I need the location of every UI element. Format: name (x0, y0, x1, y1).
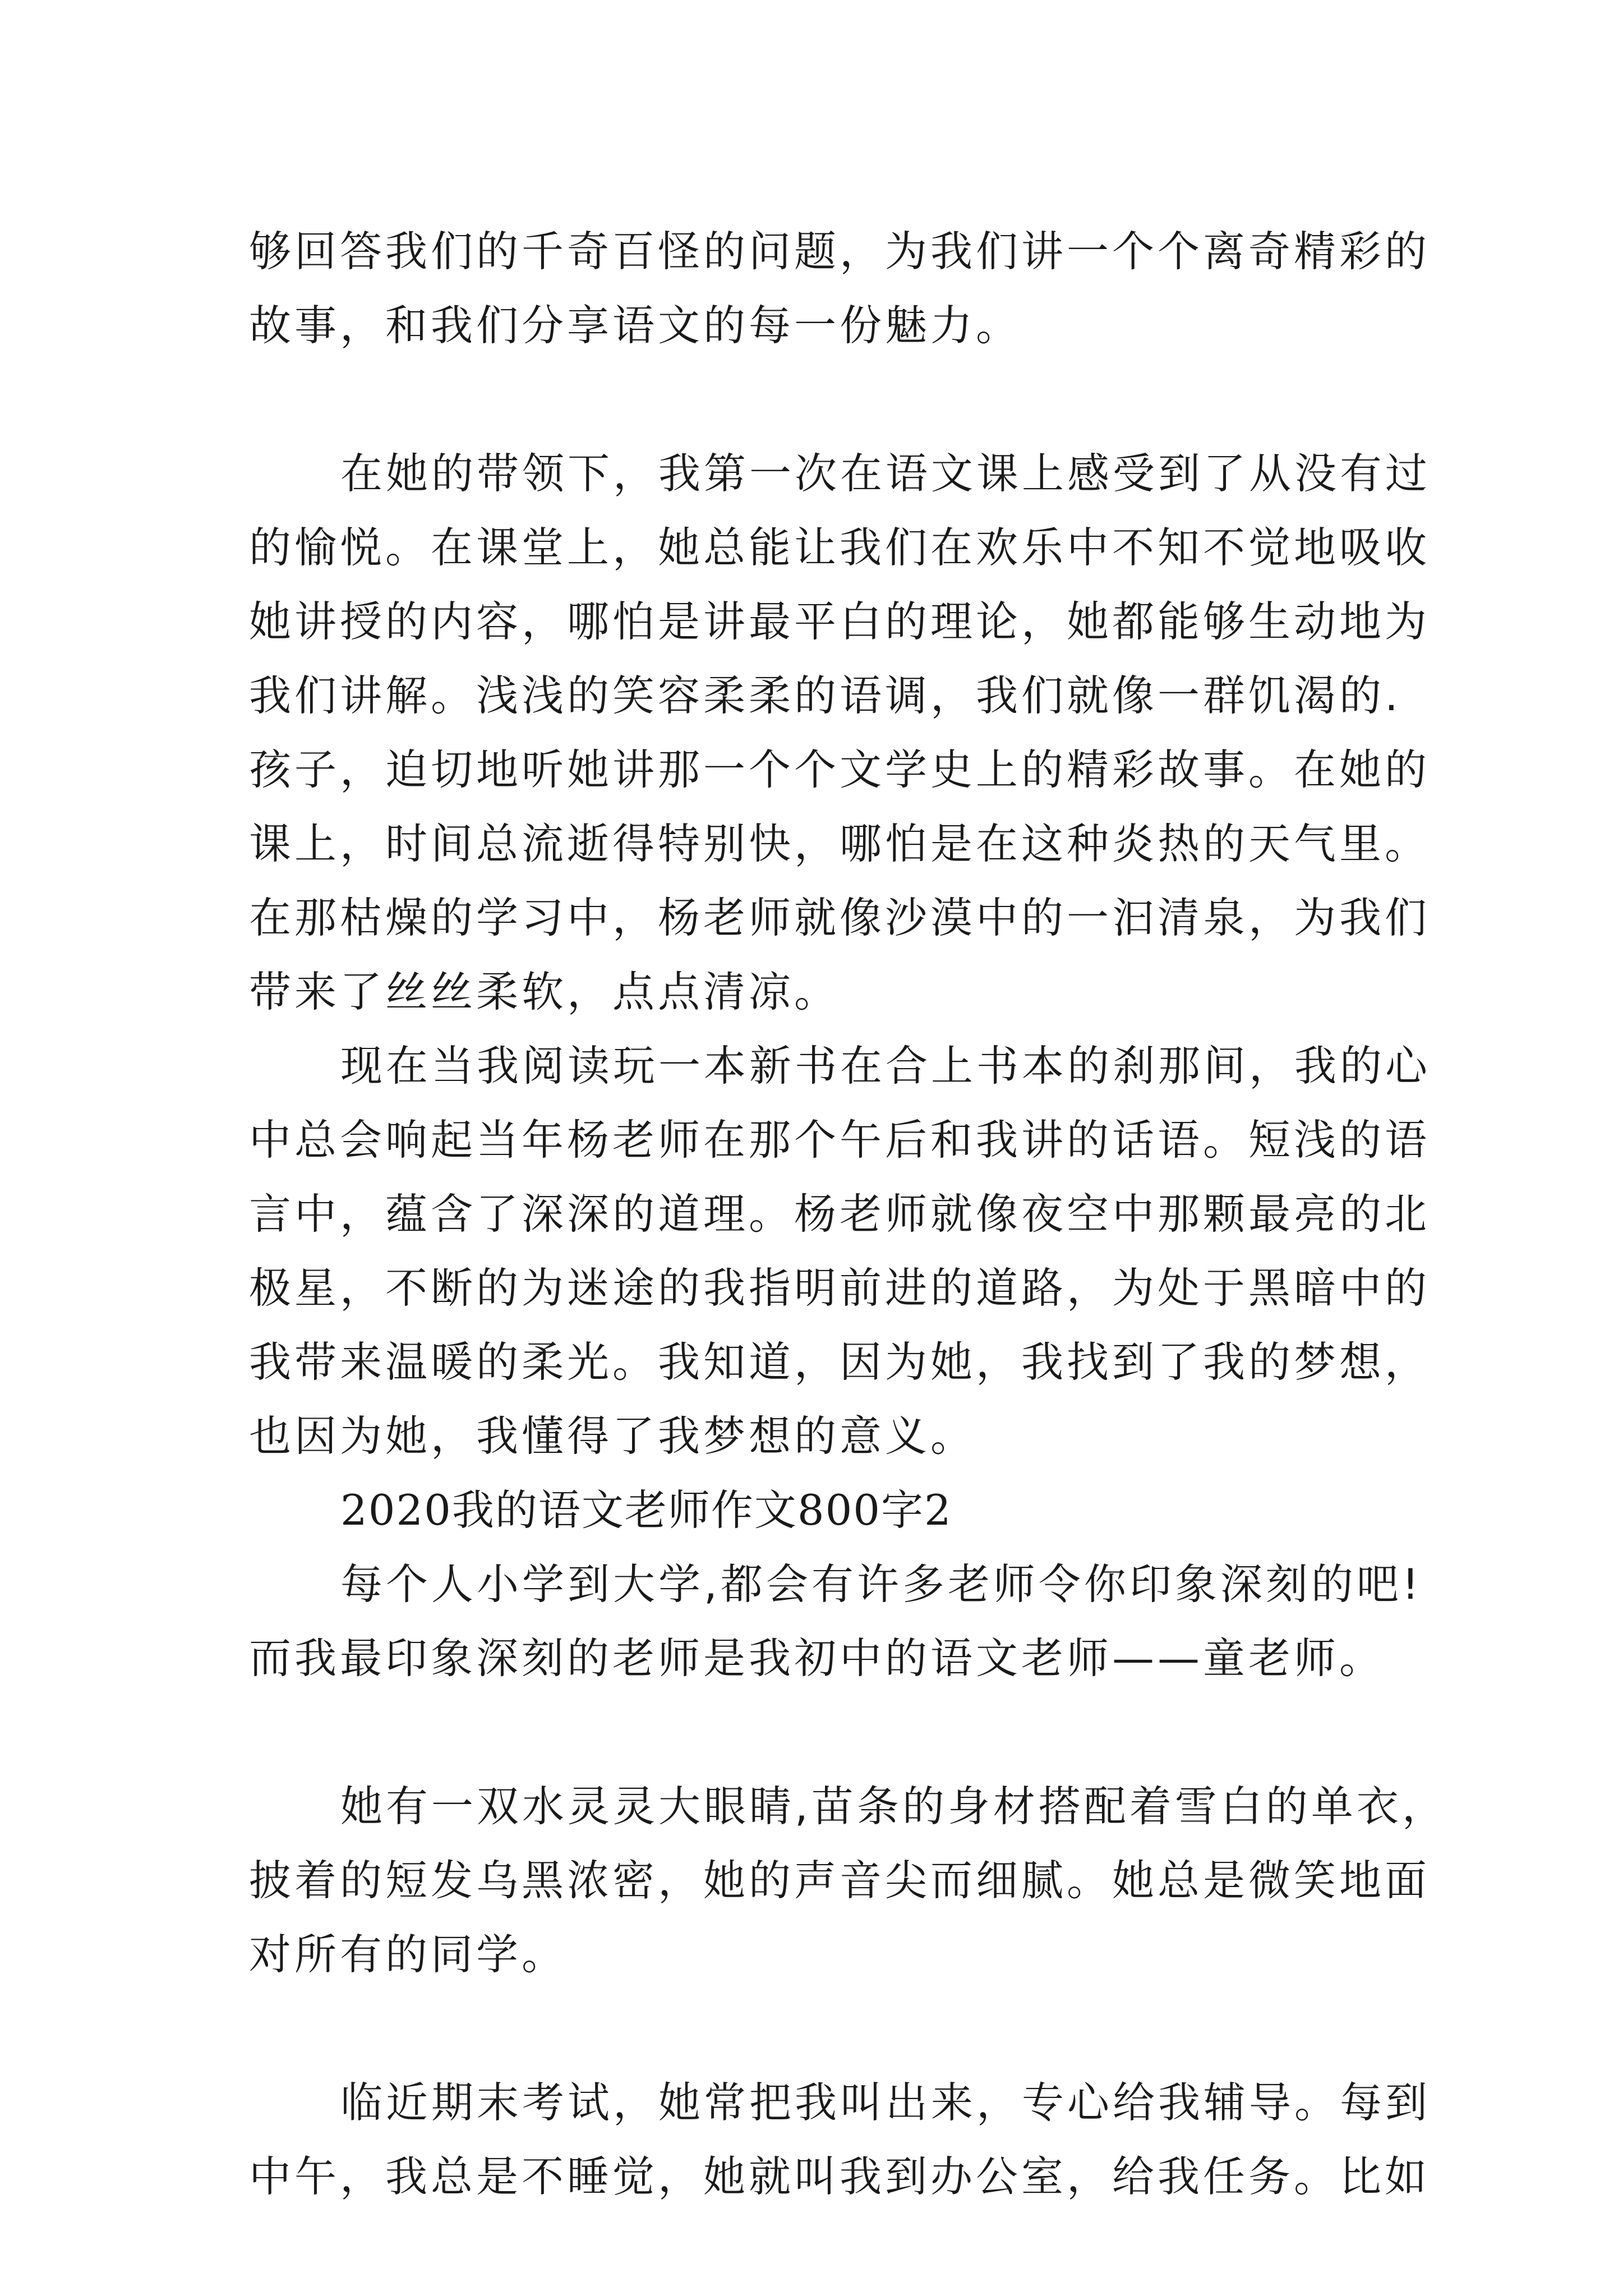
text-line: 她讲授的内容，哪怕是讲最平白的理论，她都能够生动地为 (249, 597, 1431, 646)
text-line: 够回答我们的千奇百怪的问题，为我们讲一个个离奇精彩的 (249, 227, 1431, 276)
section-heading: 2020我的语文老师作文800字2 (340, 1485, 952, 1535)
text-line: 中午，我总是不睡觉，她就叫我到办公室，给我任务。比如 (249, 2152, 1431, 2201)
paragraph-gap (249, 1991, 1393, 2065)
text-line: 在那枯燥的学习中，杨老师就像沙漠中的一汩清泉，为我们 (249, 893, 1431, 942)
paragraph-first-line: 她有一双水灵灵大眼睛,苗条的身材搭配着雪白的单衣， (340, 1782, 1447, 1831)
paragraph-first-line: 现在当我阅读玩一本新书在合上书本的刹那间，我的心 (340, 1041, 1431, 1091)
paragraph-first-line: 在她的带领下，我第一次在语文课上感受到了从没有过 (340, 449, 1431, 498)
paragraph-gap (249, 362, 1393, 436)
text-line: 而我最印象深刻的老师是我初中的语文老师——童老师。 (249, 1634, 1385, 1683)
text-line: 孩子，迫切地听她讲那一个个文学史上的精彩故事。在她的 (249, 745, 1431, 794)
essay-body (249, 214, 1447, 2214)
text-line: 的愉悦。在课堂上，她总能让我们在欢乐中不知不觉地吸收 (249, 523, 1431, 572)
text-line: 对所有的同学。 (249, 1930, 568, 1979)
text-line: 我们讲解。浅浅的笑容柔柔的语调，我们就像一群饥渴的. (249, 671, 1401, 720)
text-line: 披着的短发乌黑浓密，她的声音尖而细腻。她总是微笑地面 (249, 1856, 1431, 1905)
text-line: 带来了丝丝柔软，点点清凉。 (249, 967, 840, 1016)
text-line: 中总会响起当年杨老师在那个午后和我讲的话语。短浅的语 (249, 1115, 1431, 1165)
text-line: 也因为她，我懂得了我梦想的意义。 (249, 1411, 976, 1461)
text-line: 我带来温暖的柔光。我知道，因为她，我找到了我的梦想， (249, 1337, 1431, 1387)
paragraph-first-line: 临近期末考试，她常把我叫出来，专心给我辅导。每到 (340, 2078, 1431, 2127)
text-line: 故事，和我们分享语文的每一份魅力。 (249, 301, 1022, 350)
text-line: 极星，不断的为迷途的我指明前进的道路，为处于黑暗中的 (249, 1263, 1431, 1313)
text-line: 言中，蕴含了深深的道理。杨老师就像夜空中那颗最亮的北 (249, 1189, 1431, 1239)
paragraph-gap (249, 1695, 1393, 1769)
text-line: 课上，时间总流逝得特别快，哪怕是在这种炎热的天气里。 (249, 819, 1431, 868)
paragraph-first-line: 每个人小学到大学,都会有许多老师令你印象深刻的吧! (340, 1559, 1422, 1609)
